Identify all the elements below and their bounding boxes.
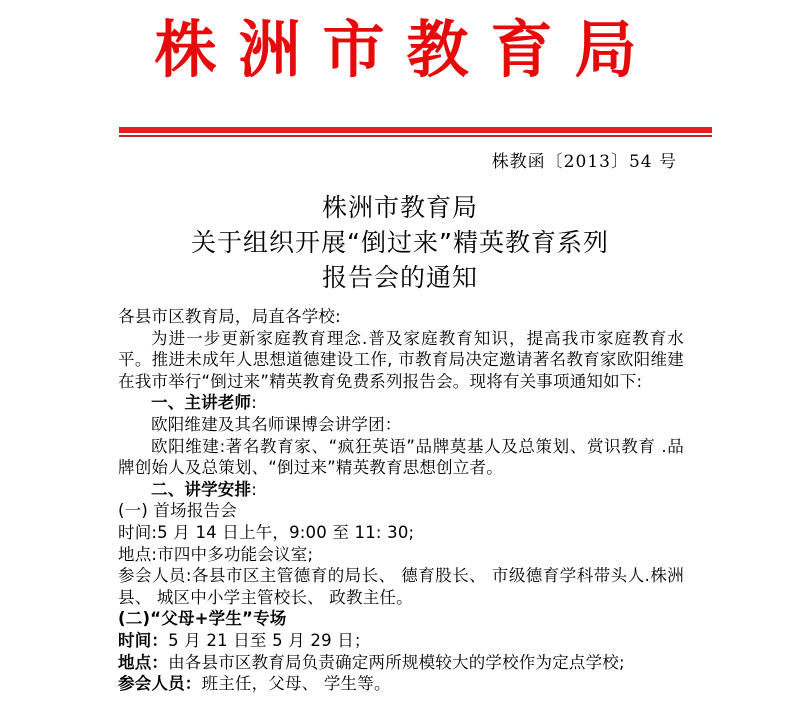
subsection-2-attendees — [118, 673, 684, 695]
title-line-1: 株洲市教育局 — [321, 193, 478, 222]
title-line-2: 关于组织开展“倒过来”精英教育系列 — [191, 228, 609, 257]
document-number: 株教函〔2013〕54 号 — [491, 152, 677, 172]
section-1-heading-text: 一、主讲老师 — [151, 393, 252, 413]
subsection-2-time-value: 5 月 21 日至 5 月 29 日； — [168, 630, 371, 650]
subsection-2-attendees-value: 班主任，父母、 学生等。 — [201, 674, 391, 694]
subsection-1-time: 时间:5 月 14 日上午，9:00 至 11: 30; — [118, 522, 415, 542]
title-line-3: 报告会的通知 — [321, 263, 478, 292]
subsection-2-place-label: 地点： — [118, 652, 169, 672]
document-body — [118, 306, 684, 695]
subsection-2-time — [118, 630, 684, 652]
red-divider-rule — [119, 127, 712, 137]
subsection-1-place: 地点:市四中多功能会议室; — [118, 544, 314, 564]
subsection-2-place — [118, 652, 684, 674]
subsection-1-heading: (一) 首场报告会 — [118, 501, 237, 521]
section-2-heading-colon: : — [251, 479, 257, 499]
masthead — [0, 8, 791, 92]
subsection-1-attendees: 参会人员:各县市区主管德育的局长、 德育股长、 市级德育学科带头人.株洲县、 城区中小学主管校长、 政教主任。 — [118, 566, 684, 607]
intro-paragraph: 为进一步更新家庭教育理念.普及家庭教育知识，提高我市家庭教育水平。推进未成年人思想道德建设工作, 市教育局决定邀请著名教育家欧阳维建在我市举行“倒过来”精英教育免费系列报告会。现将有关事项通知如下: — [118, 328, 684, 391]
section-2-heading — [118, 479, 684, 501]
section-1-line-2: 欧阳维建:著名教育家、“疯狂英语”品牌莫基人及总策划、赏识教育 .品牌创始人及总策划、“倒过来”精英教育思想创立者。 — [118, 436, 684, 478]
subsection-2-attendees-label: 参会人员： — [118, 674, 202, 694]
subsection-2-time-label: 时间： — [118, 630, 169, 650]
subsection-2-heading: (二)“父母+学生”专场 — [118, 609, 287, 629]
title-block — [100, 190, 700, 295]
masthead-title: 株洲市教育局 — [154, 13, 659, 86]
rule-thin-line — [119, 135, 712, 137]
section-1-line-1: 欧阳维建及其名师课博会讲学团： — [151, 414, 402, 434]
subsection-2-place-value: 由各县市区教育局负责确定两所规模较大的学校作为定点学校; — [168, 652, 625, 672]
section-1-heading — [118, 392, 684, 414]
section-1-heading-colon: : — [251, 393, 257, 413]
section-2-heading-text: 二、讲学安排 — [151, 479, 252, 499]
salutation: 各县市区教育局，局直各学校: — [118, 307, 341, 326]
